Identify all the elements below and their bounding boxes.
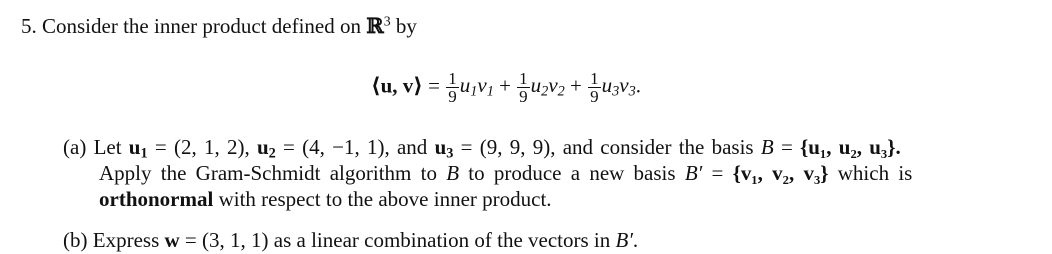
part-b-text-2: as a linear combination of the vectors in — [273, 228, 611, 252]
fraction-1: $\frac{1}{9}$ — [448, 69, 457, 106]
vector-u1: $u_1$ — [128, 135, 148, 162]
formula-plus-1: + — [499, 73, 511, 98]
part-b-label: (b) — [63, 228, 88, 252]
formula-lhs: ⟨u, v⟩ — [371, 73, 423, 98]
vector-w: w — [164, 228, 180, 252]
u1-value: (2, 1, 2) — [173, 135, 245, 159]
formula-equals: = — [428, 73, 440, 98]
basis-set-B-prime: {v₁, v₂, v₃} — [732, 161, 829, 185]
part-b-end: . — [632, 228, 639, 252]
fraction-3: $\frac{1}{9}$ — [590, 69, 599, 106]
and-word: and — [396, 135, 428, 159]
term-u2v2: $u_2v_2$ — [530, 73, 565, 100]
problem-statement — [21, 13, 417, 39]
formula-plus-2: + — [570, 73, 582, 98]
part-a-line-2: Apply the Gram-Schmidt algorithm to B to produce a new basis B′ = {v₁, v₂, v₃} which is — [99, 161, 913, 185]
space-dimension: 3 — [383, 13, 391, 29]
w-value: (3, 1, 1) — [202, 228, 269, 252]
inner-product-formula — [371, 70, 641, 105]
part-a-text-5: which is — [837, 161, 913, 185]
part-a-text-4: to produce a new basis — [468, 161, 676, 185]
basis-B-prime: B′ — [684, 161, 703, 185]
part-a-line-3 — [99, 186, 552, 212]
basis-set-B: {u₁, u₂, u₃}. — [800, 135, 901, 159]
term-u1v1: $u_1v_1$ — [459, 73, 494, 100]
term-u3v3: $u_3v_3$ — [601, 73, 636, 100]
part-a-text-3: Apply the Gram-Schmidt algorithm to — [99, 161, 437, 185]
u2-value: (4, −1, 1) — [302, 135, 385, 159]
basis-B: B — [760, 135, 774, 159]
problem-intro-end: by — [395, 14, 417, 38]
part-b-line: (b) Express w = (3, 1, 1) as a linear combination of the vectors in B′. — [63, 228, 639, 252]
formula-end: . — [635, 73, 641, 98]
basis-B-ref: B — [446, 161, 460, 185]
part-a-text-1: Let — [93, 135, 122, 159]
basis-B-prime-ref: B′ — [615, 228, 633, 252]
vector-u2: $u_2$ — [256, 135, 276, 162]
problem-number: 5. — [21, 14, 37, 38]
part-a-text-2: and consider the basis — [562, 135, 754, 159]
part-a-label: (a) — [63, 135, 87, 159]
part-a-text-6: with respect to the above inner product. — [218, 187, 552, 211]
part-a-line-1: (a) Let $u_1 = (2$, 1, 2), $u_2 = (4$, −1, 1), and $u_3 = (9$, 9, 9), and consider the basis B = {u₁, u₂, u₃}. — [63, 135, 901, 162]
u3-value: (9, 9, 9) — [479, 135, 551, 159]
part-b-text-1: Express — [92, 228, 160, 252]
real-space-symbol: ℝ — [366, 13, 384, 38]
orthonormal-word: orthonormal — [99, 187, 214, 211]
problem-intro: Consider the inner product defined on — [42, 14, 361, 38]
vector-u3: $u_3$ — [434, 135, 454, 162]
fraction-2: $\frac{1}{9}$ — [519, 69, 528, 106]
